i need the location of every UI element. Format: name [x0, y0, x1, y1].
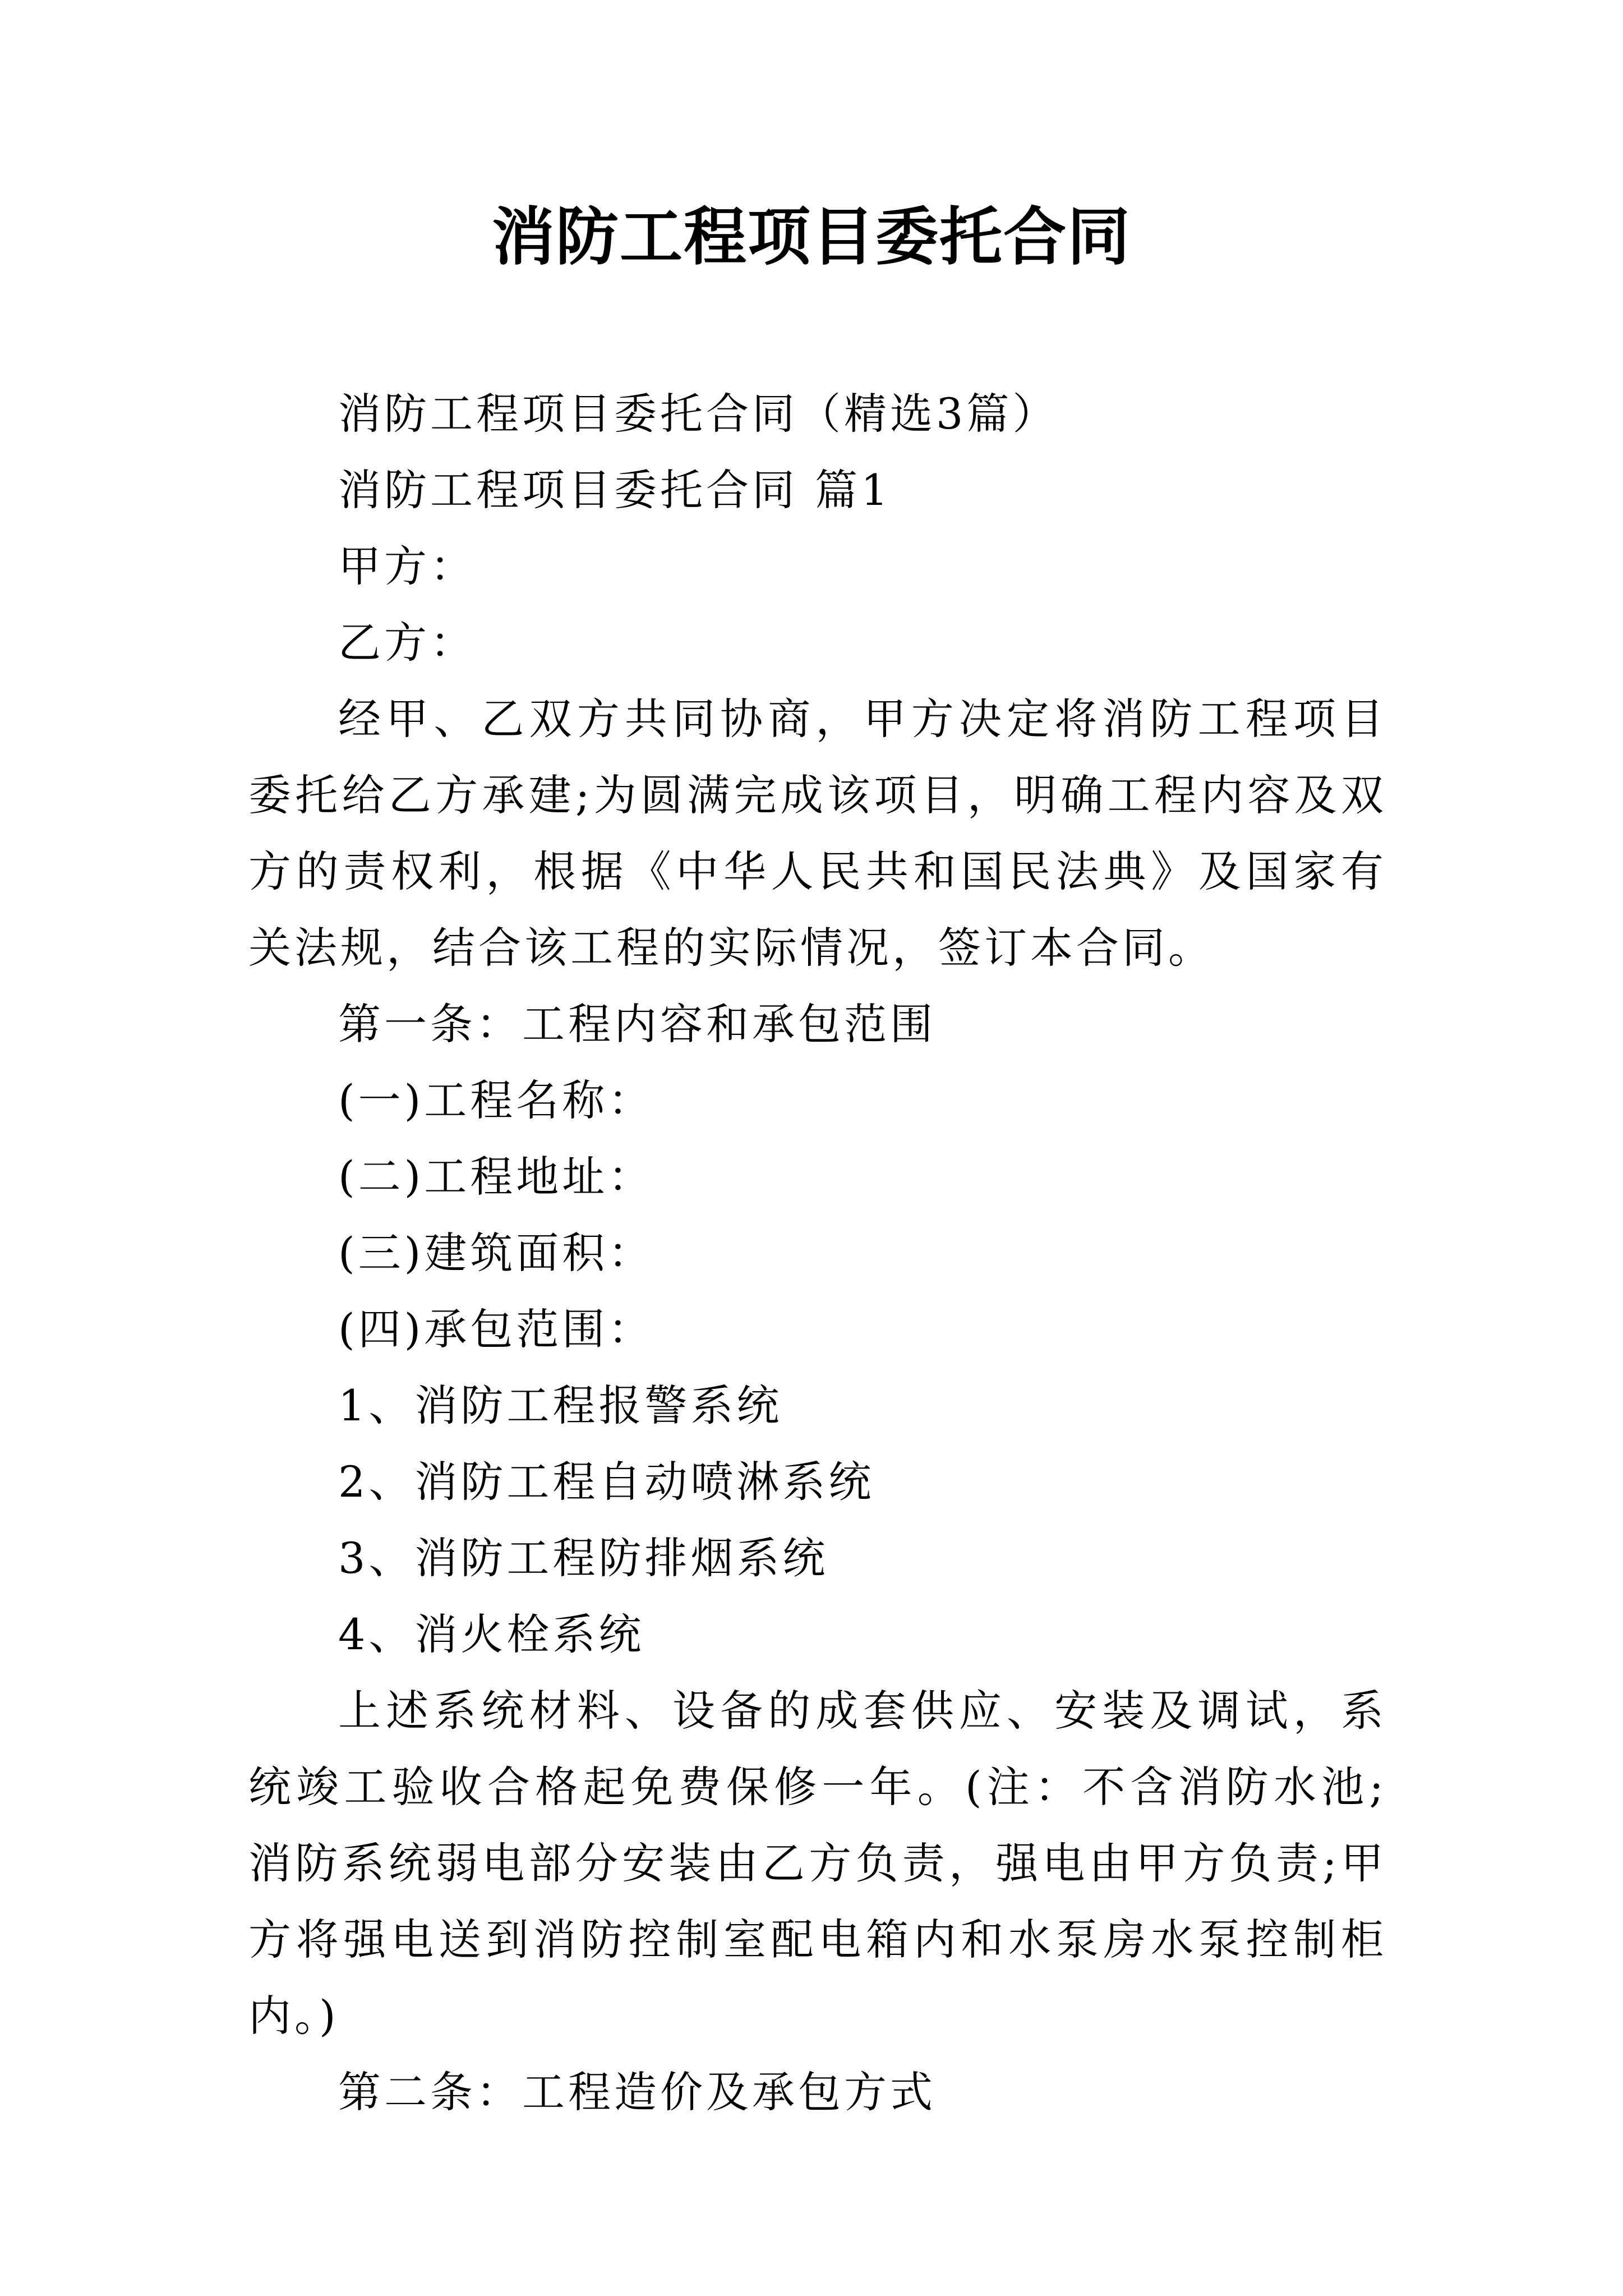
document-title: 消防工程项目委托合同: [492, 200, 1131, 274]
list-item-hydrant-system: 4、消火栓系统: [338, 1609, 645, 1659]
party-b-line: 乙方：: [338, 618, 476, 668]
document-body: [248, 376, 1387, 2131]
list-item-building-area: (三)建筑面积：: [338, 1228, 654, 1278]
list-item-project-address: (二)工程地址：: [338, 1152, 654, 1202]
intro-paragraph: 经甲、乙双方共同协商，甲方决定将消防工程项目委托给乙方承建;为圆满完成该项目，明确工程内容及双方的责权利，根据《中华人民共和国民法典》及国家有关法规，结合该工程的实际情况，签订本合同。: [248, 694, 1387, 973]
list-item-smoke-exhaust-system: 3、消防工程防排烟系统: [338, 1533, 829, 1583]
list-item-sprinkler-system: 2、消防工程自动喷淋系统: [338, 1457, 875, 1507]
party-a-line: 甲方：: [338, 541, 476, 591]
section-heading: 消防工程项目委托合同 篇1: [338, 465, 892, 515]
article-2-heading: 第二条：工程造价及承包方式: [338, 2067, 936, 2117]
scope-paragraph: 上述系统材料、设备的成套供应、安装及调试，系统竣工验收合格起免费保修一年。(注：不含消防水池;消防系统弱电部分安装由乙方负责，强电由甲方负责;甲方将强电送到消防控制室配电箱内和水泵房水泵控制柜内。): [248, 1686, 1387, 2041]
subtitle-line: 消防工程项目委托合同（精选3篇）: [338, 389, 1059, 439]
list-item-alarm-system: 1、消防工程报警系统: [338, 1381, 783, 1430]
list-item-project-name: (一)工程名称：: [338, 1075, 654, 1125]
article-1-heading: 第一条：工程内容和承包范围: [338, 999, 936, 1049]
list-item-contract-scope: (四)承包范围：: [338, 1304, 654, 1354]
